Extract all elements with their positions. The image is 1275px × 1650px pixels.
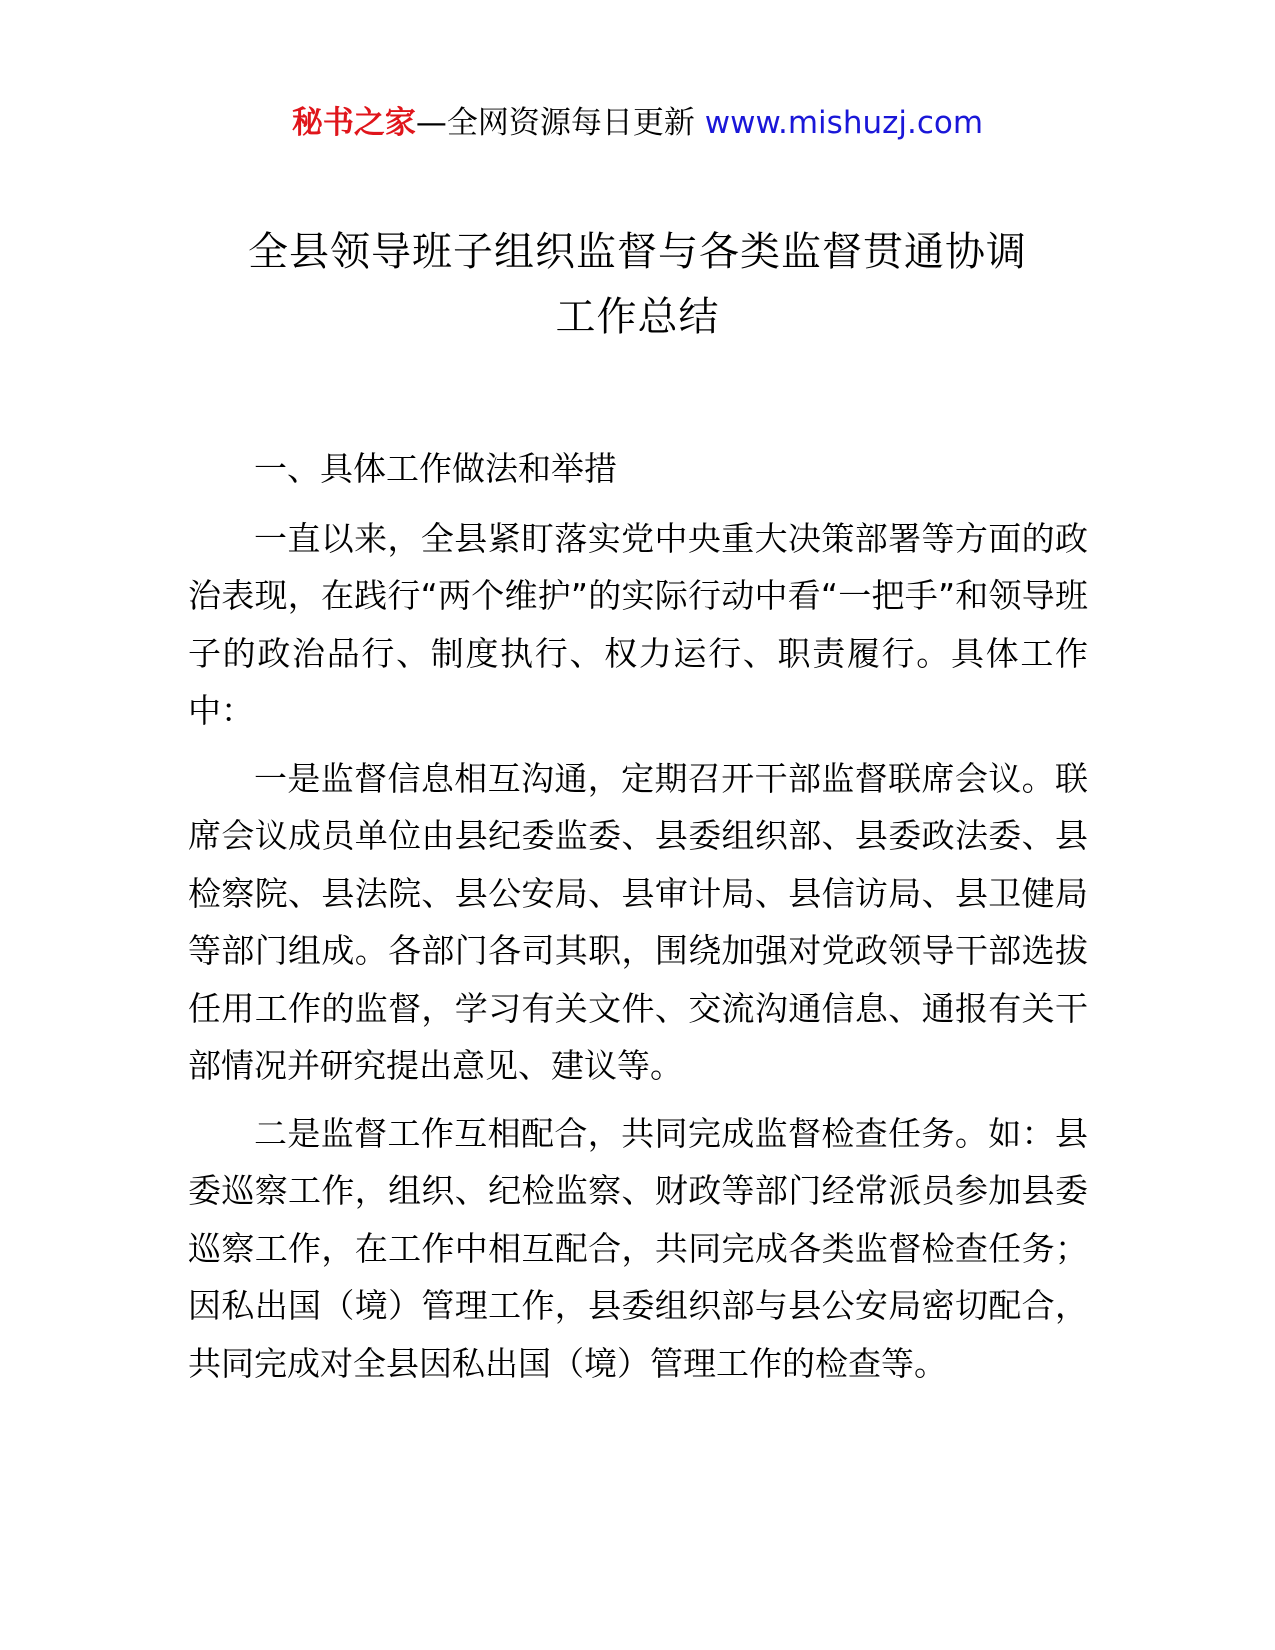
paragraph-intro: 一直以来，全县紧盯落实党中央重大决策部署等方面的政治表现，在践行“两个维护”的实际行动中看“一把手”和领导班子的政治品行、制度执行、权力运行、职责履行。具体工作中： bbox=[188, 518, 1088, 730]
section-heading: 一、具体工作做法和举措 bbox=[254, 449, 617, 488]
site-url-link[interactable]: www.mishuzj.com bbox=[704, 105, 984, 141]
document-body bbox=[188, 440, 1088, 1402]
brand-name: 秘书之家 bbox=[291, 105, 416, 141]
title-line-1: 全县领导班子组织监督与各类监督贯通协调 bbox=[248, 229, 1027, 275]
header-tagline: —全网资源每日更新 bbox=[415, 105, 705, 141]
paragraph-item-1: 一是监督信息相互沟通，定期召开干部监督联席会议。联席会议成员单位由县纪委监委、县委组织部、县委政法委、县检察院、县法院、县公安局、县审计局、县信访局、县卫健局等部门组成。各部门各司其职，围绕加强对党政领导干部选拔任用工作的监督，学习有关文件、交流沟通信息、通报有关干部情况并研究提出意见、建议等。 bbox=[188, 758, 1088, 1085]
title-line-2: 工作总结 bbox=[555, 294, 720, 340]
document-title bbox=[0, 220, 1275, 350]
paragraph-item-2: 二是监督工作互相配合，共同完成监督检查任务。如：县委巡察工作，组织、纪检监察、财政等部门经常派员参加县委巡察工作，在工作中相互配合，共同完成各类监督检查任务；因私出国（境）管理工作，县委组织部与县公安局密切配合，共同完成对全县因私出国（境）管理工作的检查等。 bbox=[188, 1113, 1088, 1383]
site-header bbox=[0, 100, 1275, 146]
